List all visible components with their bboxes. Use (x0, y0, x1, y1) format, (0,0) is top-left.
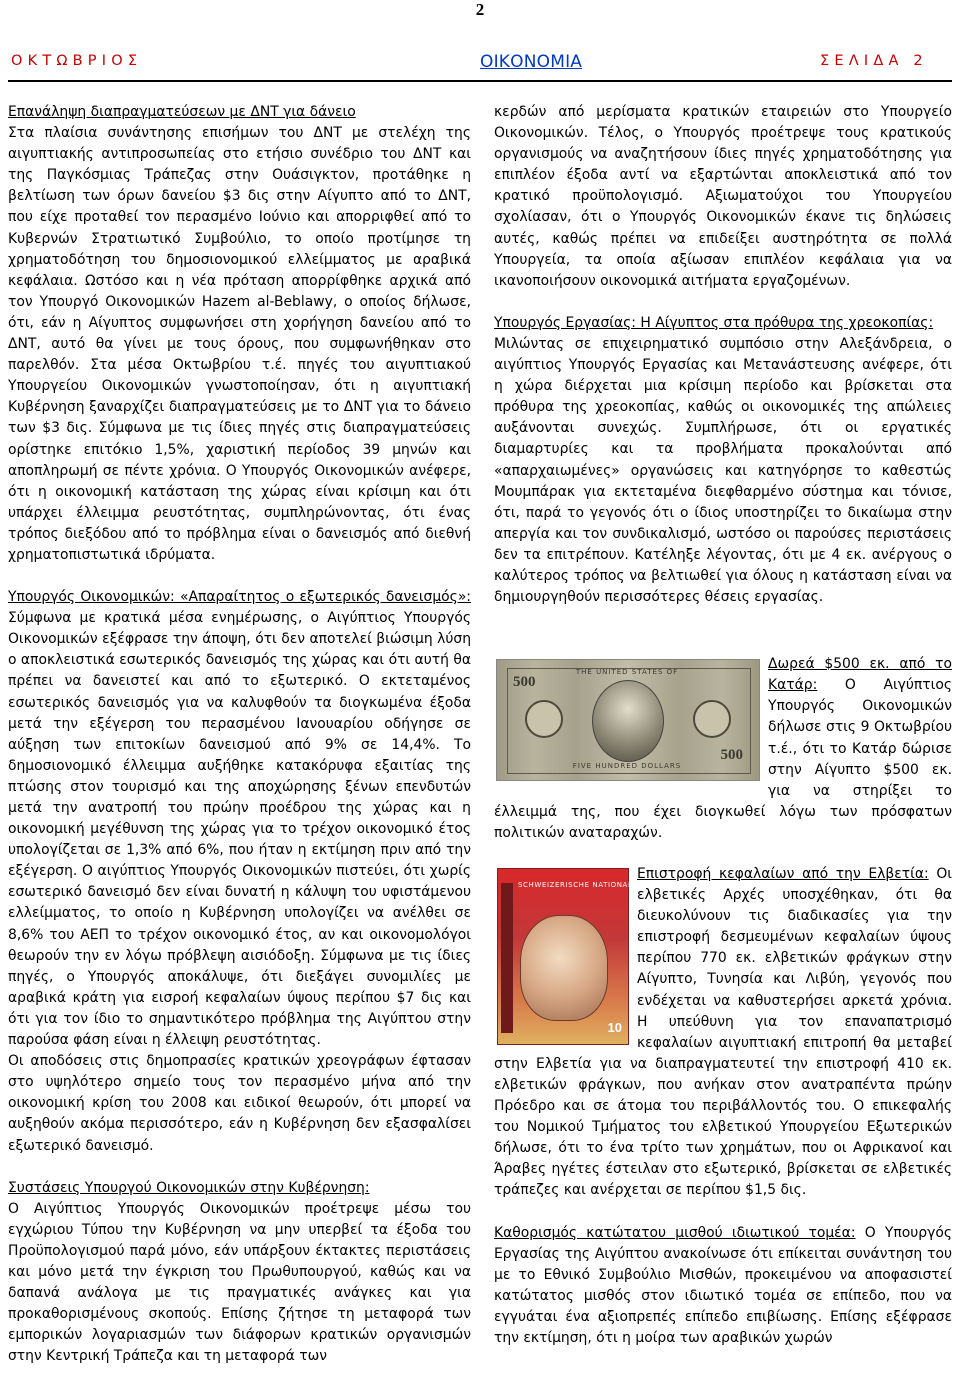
header-page-label: ΣΕΛΙΔΑ 2 (820, 53, 928, 69)
dollar-bill-image (496, 659, 760, 781)
left-column (8, 102, 471, 1367)
header-month: ΟΚΤΩΒΡΙΟΣ (11, 53, 143, 69)
dollar-bill (496, 659, 760, 781)
header-rule (8, 80, 952, 82)
article-external-borrowing-body: Σύμφωνα με κρατικά μέσα ενημέρωσης, ο Αιγύπτιος Υπουργός Οικονομικών εξέφρασε την άποψη, ότι δεν αποτελεί βιώσιμη λύση ο αποκλειστικά εσωτερικός δανεισμός της χώρας και ότι αυτή θα πρέπει να δανειστεί και από το εξωτερικό. Ο εκτεταμένος εσωτερικός δανεισμός για να καλυφθούν τα διογκωμένα έξοδα μετά την εξέγερση του περασμένου Ιανουαρίου οδήγησε σε αύξηση των επιτοκίων δανεισμού από 9% σε 14,4%. Το δημοσιονομικό έλλειμμα αυξήθηκε κατακόρυφα εξαιτίας της πτώσης στον τουρισμό και της αποχώρησης ξένων επενδυτών μετά την ανατροπή του πρώην προέδρου της χώρας και η οικονομική μεγέθυνση της χώρας για το τρέχον οικονομικό έτος υπολογίζεται σε 1,3% από 6%, που ήταν η εκτίμηση πριν από την εξέγερση. Ο αιγύπτιος Υπουργός Οικονομικών πιστεύει, ότι χωρίς εσωτερικό δανεισμό δεν είναι δυνατή η κάλυψη του υφιστάμενου ελλείμματος, το οποίο η Κυβέρνηση υπολογίζει να ανέλθει σε 8,6% του ΑΕΠ το τρέχον οικονομικό έτος, αν και οικονομολόγοι θεωρούν την εν λόγω πρόβλεψη αισιόδοξη. Σύμφωνα με τις ίδιες πηγές, ο Υπουργός αποκάλυψε, ότι διεξάγει συνομιλίες με αραβικά κράτη για εισροή κεφαλαίων ύψους περίπου $7 δις και ότι για τον ίδιο το σημαντικότερο πρόβλημα της Αιγύπτου στην παρούσα φάση είναι η έλλειψη ρευστότητας. (8, 610, 471, 1049)
article-imf-loan (8, 102, 471, 566)
article-qatar-grant-title: Δωρεά $500 εκ. από το Κατάρ: (768, 656, 952, 694)
article-minister-recommendations-cont: κερδών από μερίσματα κρατικών εταιρειών στο Υπουργείο Οικονομικών. Τέλος, ο Υπουργός προέτρεψε τους κρατικούς οργανισμούς να αναζητήσουν ίδιες πηγές χρηματοδότησης για επιπλέον έξοδα αντί να εξαρτώνται αποκλειστικά από τον κρατικό προϋπολογισμό. Αξιωματούχοι του Υπουργείου σχολίασαν, ότι ο Υπουργός Οικονομικών έκανε τις δηλώσεις αυτές, καθώς πρέπει να επιδείξει αυστηρότητα σε πολλά Υπουργεία, τα οποία αξίωσαν επιπλέον κεφάλαια για να ικανοποιήσουν οικονομικά αιτήματα εργαζομένων. (494, 104, 952, 289)
bill-seal-left (525, 700, 563, 738)
bill-portrait (592, 680, 664, 762)
page-number: 2 (475, 0, 485, 19)
article-imf-loan-body: Στα πλαίσια συνάντησης επισήμων του ΔΝΤ με στελέχη της αιγυπτιακής αντιπροσωπείας στο ετήσιο συνέδριο του ΔΝΤ και της Παγκόσμιας Τράπεζας στην Ουάσιγκτον, προτάθηκε η βελτίωση των όρων δανείου $3 δις στην Αίγυπτο από το ΔΝΤ, που είχε προταθεί τον περασμένο Ιούνιο και απορριφθεί από το Κυβερνών Στρατιωτικό Συμβούλιο, το οποίο προτίμησε τη χρηματοδότηση του δημοσιονομικού ελλείμματος με αραβικά κεφάλαια. Ωστόσο και η νέα πρόταση απορρίφθηκε αρχικά από τον Υπουργό Οικονομικών Hazem al-Beblawy, ο οποίος δήλωσε, ότι, εάν η Αίγυπτος συμφωνήσει στη χορήγηση δανείου από το ΔΝΤ, αυτό θα γίνει με τους όρους, που συμφωνήθηκαν στο παρελθόν. Στα μέσα Οκτωβρίου τ.έ. πηγές του αιγυπτιακού Υπουργείου Οικονομικών γνωστοποίησαν, ότι η αιγυπτιακή Κυβέρνηση ξαναρχίζει διαπραγματεύσεις με το ΔΝΤ για το δάνειο των $3 δις. Σύμφωνα με τις ίδιες πηγές στις διαπραγματεύσεις ορίστηκε επιτόκιο 1,5%, χαριστική περίοδος 39 μηνών και αποπληρωμή σε πέντε χρόνια. Ο Υπουργός Οικονομικών ανέφερε, ότι η οικονομική κατάσταση της χώρας είναι κρίσιμη και ότι υπάρχει έλλειμμα ρευστότητας, συμπληρώνοντας, ότι ένας τρόπος διεξόδου από το πρόβλημα είναι ο δανεισμός από διεθνή χρηματοπιστωτικά ιδρύματα. (8, 125, 471, 563)
dollar-bill-top-text: THE UNITED STATES OF (575, 668, 679, 677)
right-column (494, 102, 952, 1349)
franc-value: 10 (607, 1019, 622, 1035)
article-external-borrowing-cont: Οι αποδόσεις στις δημοπρασίες κρατικών χρεογράφων έφτασαν στο υψηλότερο σημείο τους τον περασμένο μήνα από την οικονομική κρίση του 2008 και ειδικοί θεωρούν, ότι μπορεί να αυξηθούν ακόμα περισσότερο, εάν η Κυβέρνηση δεν εξασφαλίσει εξωτερικό δανεισμό. (8, 1053, 471, 1154)
swiss-franc-note (497, 868, 655, 1045)
article-minimum-wage (494, 1223, 952, 1350)
header-section-title: ΟΙΚΟΝΟΜΙΑ (480, 52, 583, 72)
article-bankruptcy (494, 313, 952, 608)
article-minister-recommendations (8, 1178, 471, 1368)
article-swiss-funds-body: Οι ελβετικές Αρχές υποσχέθηκαν, ότι θα διευκολύνουν τις διαδικασίες για την επιστροφή δεσμευμένων κεφαλαίων ύψους περίπου 770 εκ. ελβετικών φράγκων στην Αίγυπτο, Τυνησία και Λιβύη, γεγονός που ενδέχεται να καθυστερήσει αρκετά χρόνια. Η υπεύθυνη για τον επαναπατρισμό κεφαλαίων αιγυπτιακή επιτροπή θα μεταβεί στην Ελβετία για να διαπραγματευτεί την επιστροφή 410 εκ. ελβετικών φράγκων, που ανήκαν στον ανατραπέντα πρώην Πρόεδρο και σε άτομα του περιβάλλοντός του. Ο επικεφαλής του Νομικού Τμήματος του ελβετικού Υπουργείου Εξωτερικών δήλωσε, ότι το ένα τρίτο των χρημάτων, που οι Αφρικανοί και Άραβες ηγέτες έστειλαν στο εξωτερικό, βρίσκεται σε ελβετικές τράπεζες και ανέρχεται σε περίπου $1,5 δις. (494, 866, 952, 1199)
franc-portrait (520, 915, 608, 1021)
article-minister-recommendations-body: Ο Αιγύπτιος Υπουργός Οικονομικών προέτρεψε μέσω του εγχώριου Τύπου την Κυβέρνηση να μην υπερβεί τα έξοδα του Προϋπολογισμού παρά μόνο, εάν υπάρξουν έκτακτες περιστάσεις και μόνο μετά την έγκριση του Πρωθυπουργού, καθώς και να δαπανά ανάλογα με τις πραγματικές ανάγκες και για προκαθορισμένους σκοπούς. Επίσης ζήτησε τη μεταφορά των εμπορικών λογαριασμών των διάφορων κρατικών οργανισμών στην Κεντρική Τράπεζα και τη μεταφορά των (8, 1200, 471, 1365)
bill-corner-value-br: 500 (720, 747, 743, 764)
swiss-franc-image (497, 868, 655, 1045)
bill-seal-right (693, 700, 731, 738)
article-bankruptcy-body: Μιλώντας σε επιχειρηματικό συμπόσιο στην Αλεξάνδρεια, ο αιγύπτιος Υπουργός Εργασίας και Μετανάστευσης ανέφερε, ότι η χώρα διέρχεται μια κρίσιμη περίοδο και βρίσκεται στα πρόθυρα της χρεοκοπίας, καθώς οι οικονομικές της απώλειες αυξάνονται συνεχώς. Συμπλήρωσε, ότι οι εργατικές διαμαρτυρίες και τα προβλήματα προκαλούνται από «απαρχαιωμένες» οργανώσεις και κατηγόρησε το καθεστώς Μουμπάρακ για εκτεταμένα διεφθαρμένο σύστημα και τόνισε, ότι, παρά το γεγονός ότι ο ίδιος υποστηρίζει το δικαίωμα στην απεργία και τον συνδικαλισμό, ωστόσο οι παρούσες περιστάσεις δεν τα επιτρέπουν. Κατέληξε λέγοντας, ότι με 4 εκ. ανέργους ο καλύτερος τρόπος να βελτιωθεί για όλους η κατάσταση είναι να δημιουργηθούν περισσότερες θέσεις εργασίας. (494, 335, 952, 606)
article-minimum-wage-body: Ο Υπουργός Εργασίας της Αιγύπτου ανακοίνωσε ότι επίκειται συνάντηση του με το Εθνικό Συμβούλιο Μισθών, προκειμένου να αποφασιστεί κατώτατος μισθός στον ιδιωτικό τομέα σε επίπεδο, που να εγγυάται ένα αξιοπρεπές επίπεδο επιβίωσης. Επίσης εξέφρασε την εκτίμηση, ότι η μοίρα των αραβικών χωρών (494, 1224, 952, 1346)
article-minimum-wage-title: Καθορισμός κατώτατου μισθού ιδιωτικού τομέα: (494, 1224, 856, 1241)
article-external-borrowing (8, 587, 471, 1051)
franc-side-band (501, 883, 513, 1033)
franc-top-text: SCHWEIZERISCHE NATIONALBANK (518, 881, 655, 889)
article-qatar-grant-body: Ο Αιγύπτιος Υπουργός Οικονομικών δήλωσε στις 9 Οκτωβρίου τ.έ., ότι το Κατάρ δώρισε στην Αίγυπτο $500 εκ. για να στηρίξει το έλλειμμά της, που έχει διογκωθεί λόγω των πρόσφατων πολιτικών αναταραχών. (494, 677, 952, 841)
article-bankruptcy-title: Υπουργός Εργασίας: Η Αίγυπτος στα πρόθυρα της χρεοκοπίας: (494, 314, 934, 331)
article-minister-recommendations-title: Συστάσεις Υπουργού Οικονομικών στην Κυβέρνηση: (8, 1179, 370, 1196)
article-external-borrowing-title: Υπουργός Οικονομικών: «Απαραίτητος ο εξωτερικός δανεισμός»: (8, 589, 471, 606)
dollar-bill-bottom-text: FIVE HUNDRED DOLLARS (572, 762, 682, 771)
article-swiss-funds-title: Επιστροφή κεφαλαίων από την Ελβετία: (637, 866, 929, 882)
bill-corner-value-tl: 500 (513, 674, 536, 691)
article-imf-loan-title: Επανάληψη διαπραγματεύσεων με ΔΝΤ για δάνειο (8, 104, 356, 120)
